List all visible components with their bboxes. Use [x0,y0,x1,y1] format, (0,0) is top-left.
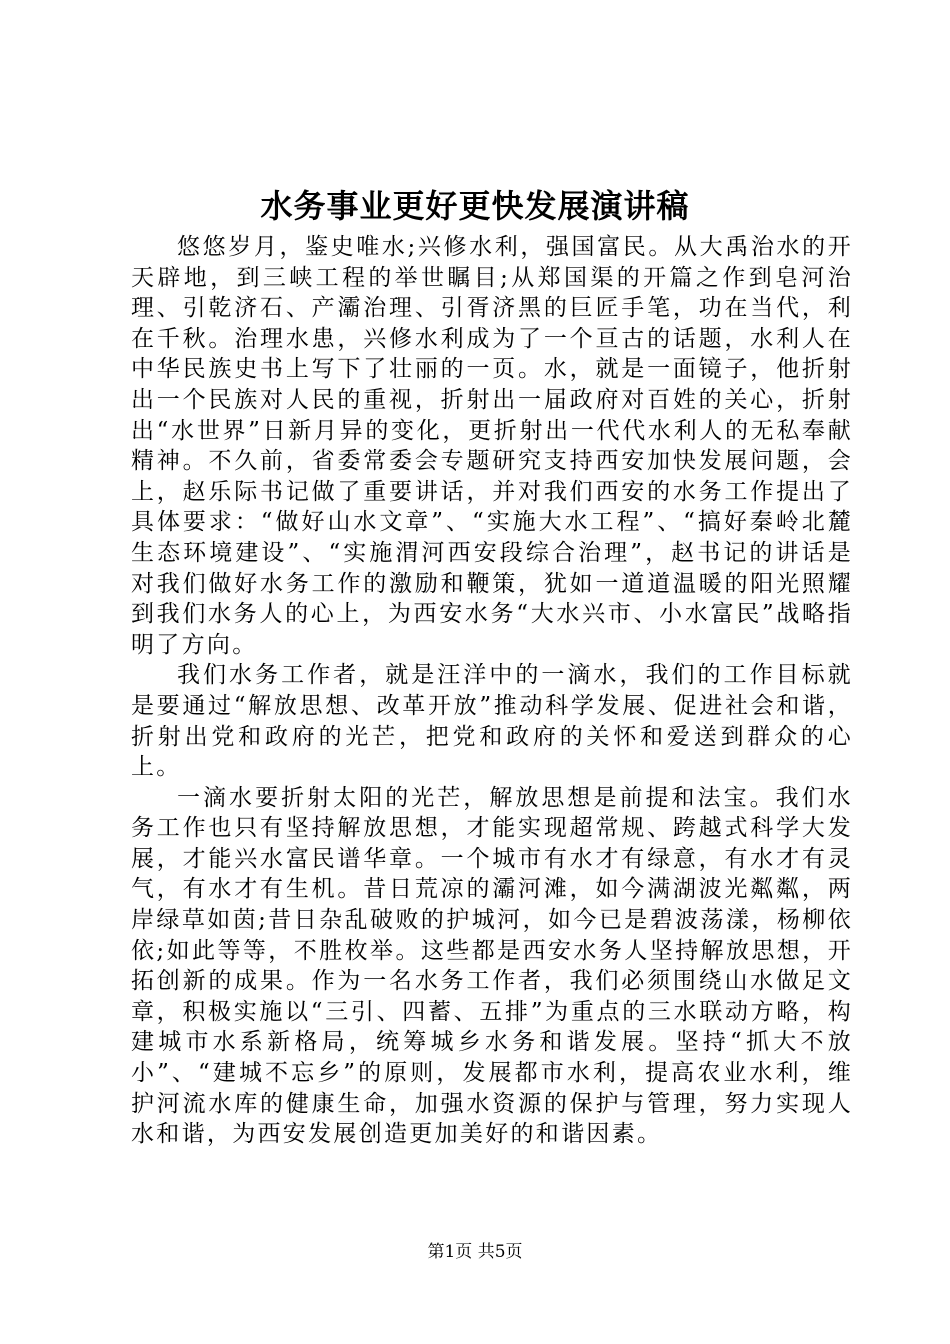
paragraph-1: 悠悠岁月，鉴史唯水;兴修水利，强国富民。从大禹治水的开天辟地，到三峡工程的举世瞩目;从郑国渠的开篇之作到皂河治理、引乾济石、产灞治理、引胥济黑的巨匠手笔，功在当代，利在千秋。治理水患，兴修水利成为了一个亘古的话题，水利人在中华民族史书上写下了壮丽的一页。水，就是一面镜子，他折射出一个民族对人民的重视，折射出一届政府对百姓的关心，折射出“水世界”日新月异的变化，更折射出一代代水利人的无私奉献精神。不久前，省委常委会专题研究支持西安加快发展问题，会上，赵乐际书记做了重要讲话，并对我们西安的水务工作提出了具体要求：“做好山水文章”、“实施大水工程”、“搞好秦岭北麓生态环境建设”、“实施渭河西安段综合治理”，赵书记的讲话是对我们做好水务工作的激励和鞭策，犹如一道道温暖的阳光照耀到我们水务人的心上，为西安水务“大水兴市、小水富民”战略指明了方向。 [131,234,853,658]
page-number-footer: 第1页 共5页 [427,1242,523,1262]
paragraph-3: 一滴水要折射太阳的光芒，解放思想是前提和法宝。我们水务工作也只有坚持解放思想，才能实现超常规、跨越式科学大发展，才能兴水富民谱华章。一个城市有水才有绿意，有水才有灵气，有水才有生机。昔日荒凉的灞河滩，如今满湖波光粼粼，两岸绿草如茵;昔日杂乱破败的护城河，如今已是碧波荡漾，杨柳依依;如此等等，不胜枚举。这些都是西安水务人坚持解放思想，开拓创新的成果。作为一名水务工作者，我们必须围绕山水做足文章，积极实施以“三引、四蓄、五排”为重点的三水联动方略，构建城市水系新格局，统筹城乡水务和谐发展。坚持“抓大不放小”、“建城不忘乡”的原则，发展都市水利，提高农业水利，维护河流水库的健康生命，加强水资源的保护与管理，努力实现人水和谐，为西安发展创造更加美好的和谐因素。 [131,784,853,1148]
document-body [131,232,853,1150]
paragraph-2: 我们水务工作者，就是汪洋中的一滴水，我们的工作目标就是要通过“解放思想、改革开放”推动科学发展、促进社会和谐，折射出党和政府的光芒，把党和政府的关怀和爱送到群众的心上。 [131,662,853,781]
document-title: 水务事业更好更快发展演讲稿 [260,187,690,225]
